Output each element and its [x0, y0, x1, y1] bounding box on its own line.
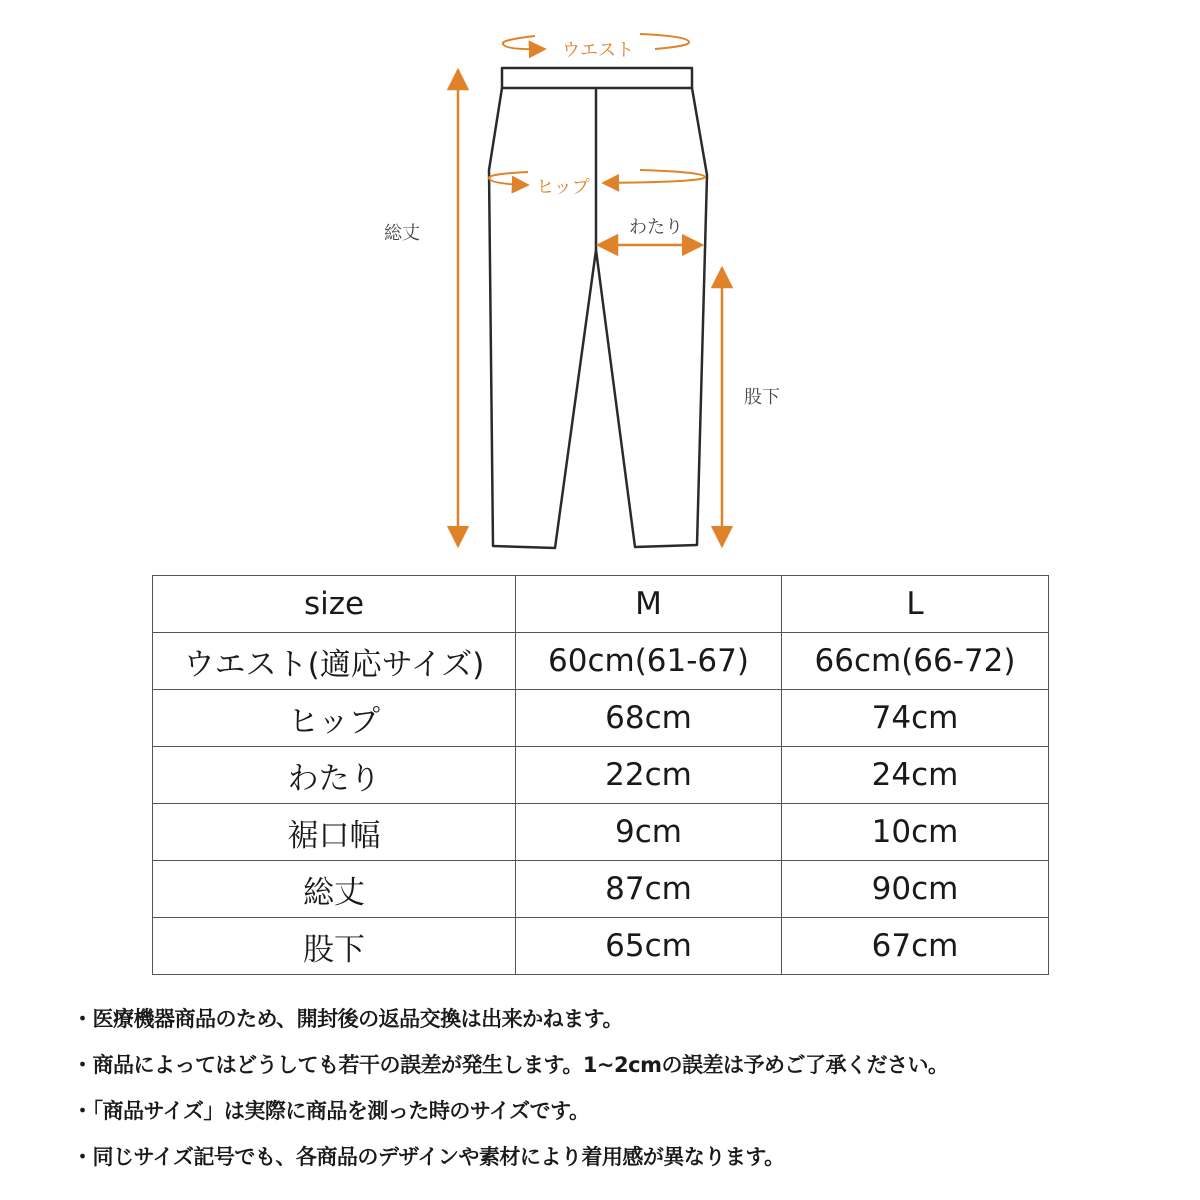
waist-label: ウエスト [562, 40, 634, 61]
table-header-row [153, 576, 1049, 633]
pants-body [489, 88, 707, 548]
row-label-cell: ウエスト(適応サイズ) [153, 633, 516, 690]
header-cell-l: L [782, 576, 1049, 633]
value-cell-l: 67cm [782, 918, 1049, 975]
pants-diagram [0, 0, 1200, 570]
hip-label: ヒップ [536, 177, 590, 198]
row-label-cell: 総丈 [153, 861, 516, 918]
inseam-label: 股下 [744, 387, 780, 408]
total-length-label: 総丈 [384, 223, 420, 244]
thigh-measure [598, 217, 702, 245]
waist-measure [503, 34, 689, 61]
inseam-measure [722, 268, 780, 546]
value-cell-m: 22cm [516, 747, 782, 804]
value-cell-m: 68cm [516, 690, 782, 747]
row-label-cell: ヒップ [153, 690, 516, 747]
table-row [153, 804, 1049, 861]
pants-outline [489, 68, 707, 548]
value-cell-m: 87cm [516, 861, 782, 918]
table-row [153, 918, 1049, 975]
notes-list [72, 996, 1182, 1180]
value-cell-l: 90cm [782, 861, 1049, 918]
table-row [153, 861, 1049, 918]
table-row [153, 633, 1049, 690]
thigh-label: わたり [629, 217, 683, 238]
header-cell-size: size [153, 576, 516, 633]
note-item: ・商品によってはどうしても若干の誤差が発生します。1~2cmの誤差は予めご了承ください。 [72, 1053, 949, 1077]
value-cell-l: 74cm [782, 690, 1049, 747]
value-cell-l: 66cm(66-72) [782, 633, 1049, 690]
header-cell-m: M [516, 576, 782, 633]
row-label-cell: 股下 [153, 918, 516, 975]
table-row [153, 747, 1049, 804]
value-cell-m: 65cm [516, 918, 782, 975]
note-item: ・同じサイズ記号でも、各商品のデザインや素材により着用感が異なります。 [72, 1145, 785, 1169]
row-label-cell: わたり [153, 747, 516, 804]
row-label-cell: 裾口幅 [153, 804, 516, 861]
value-cell-l: 24cm [782, 747, 1049, 804]
table-row [153, 690, 1049, 747]
size-table [152, 575, 1049, 975]
note-item: ・「商品サイズ」は実際に商品を測った時のサイズです。 [72, 1099, 590, 1123]
total-length-measure [384, 70, 458, 546]
value-cell-l: 10cm [782, 804, 1049, 861]
value-cell-m: 9cm [516, 804, 782, 861]
waistband [502, 68, 692, 88]
note-item: ・医療機器商品のため、開封後の返品交換は出来かねます。 [72, 1007, 623, 1031]
value-cell-m: 60cm(61-67) [516, 633, 782, 690]
